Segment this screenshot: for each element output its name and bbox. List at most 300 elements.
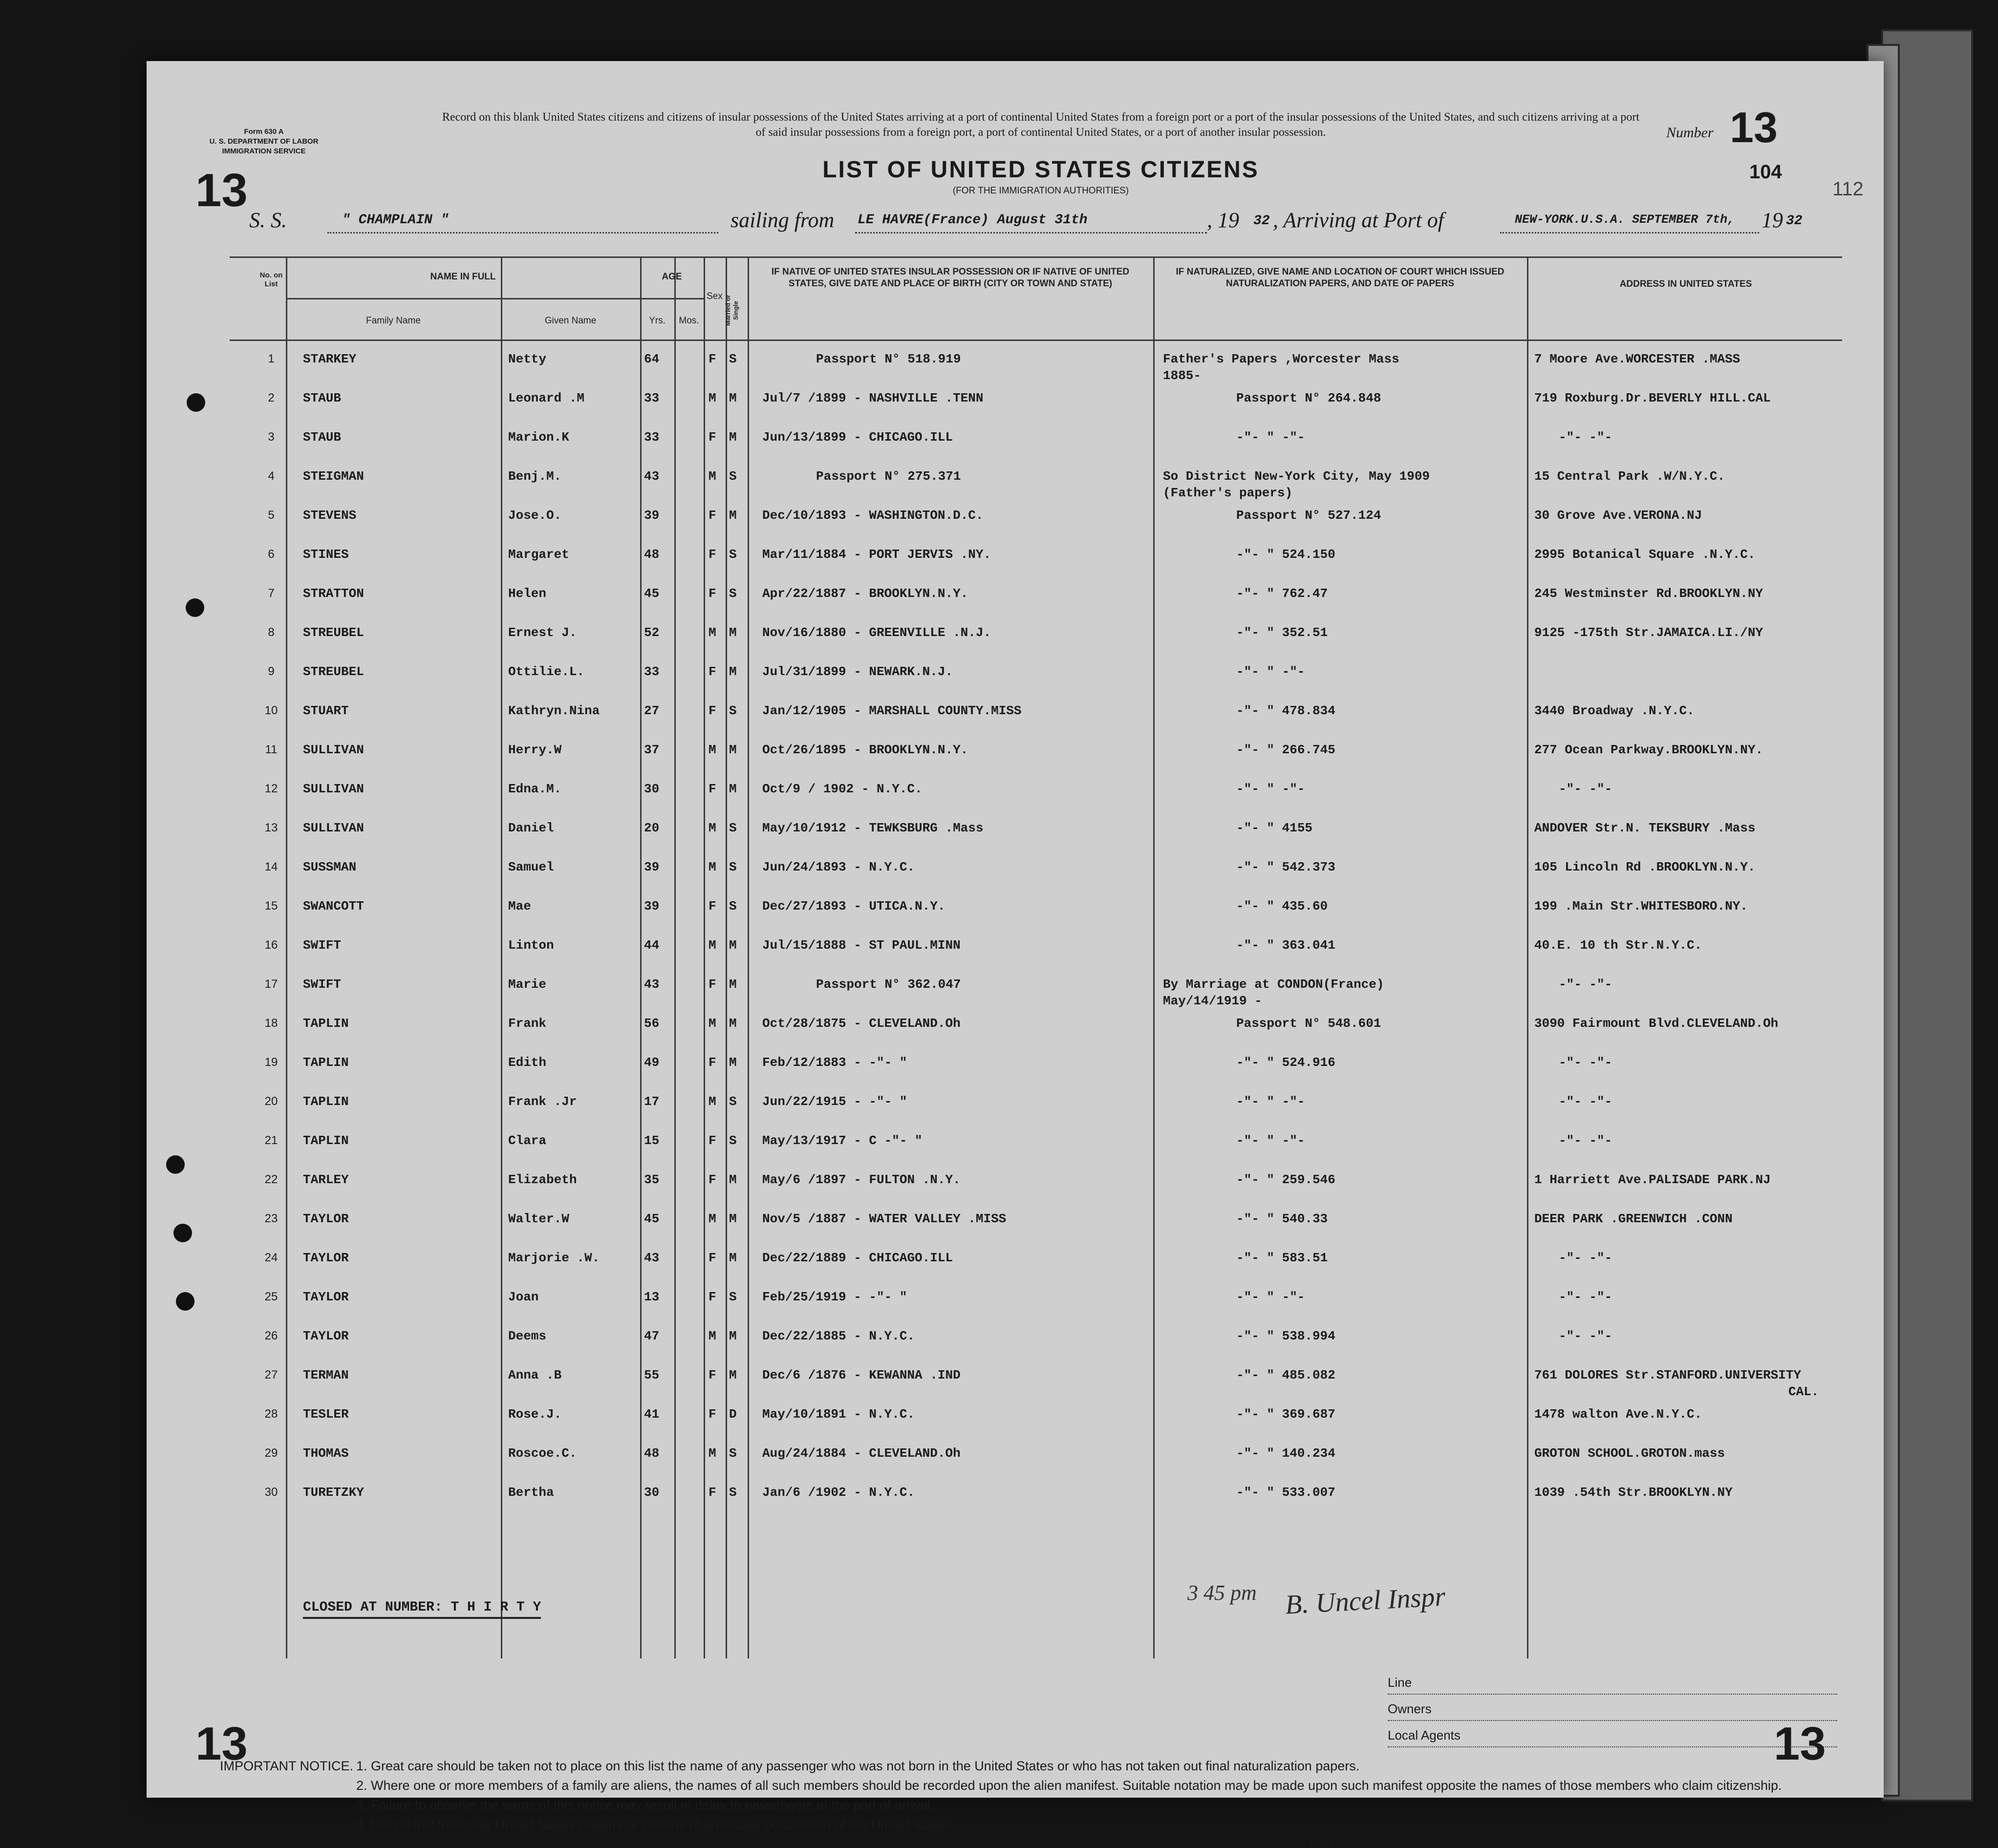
cell-birth: Passport N° 518.919 <box>816 352 961 366</box>
cell-sex: F <box>709 508 716 523</box>
cell-given: Helen <box>508 586 547 601</box>
cell-no: 3 <box>268 430 275 444</box>
service: IMMIGRATION SERVICE <box>222 147 306 155</box>
cell-no: 19 <box>264 1056 278 1069</box>
cell-sex: M <box>709 743 716 757</box>
punch-hole <box>166 1155 185 1174</box>
arrival-port-date: NEW-YORK.U.S.A. SEPTEMBER 7th, <box>1515 212 1735 227</box>
closing-statement: CLOSED AT NUMBER: T H I R T Y <box>303 1600 541 1619</box>
number-caption: Number <box>1666 125 1714 141</box>
cell-no: 27 <box>264 1368 278 1381</box>
cell-age: 33 <box>644 664 660 679</box>
cell-birth: Mar/11/1884 - PORT JERVIS .NY. <box>762 547 991 562</box>
cell-given: Linton <box>508 938 554 953</box>
cell-family: STARKEY <box>303 352 357 366</box>
cell-given: Deems <box>508 1329 547 1343</box>
table-row <box>230 1290 1842 1329</box>
cell-ms: S <box>729 860 737 874</box>
cell-sex: F <box>709 352 716 366</box>
table-row <box>230 469 1842 508</box>
cell-sex: F <box>709 1055 716 1070</box>
cell-sex: F <box>709 547 716 562</box>
header-naturalized: IF NATURALIZED, GIVE NAME AND LOCATION OF COURT WHICH ISSUED NATURALIZATION PAPERS, AND DATE OF PAPERS <box>1176 267 1504 289</box>
cell-sex: M <box>709 1094 716 1109</box>
cell-ms: S <box>729 352 737 366</box>
cell-ms: S <box>729 703 737 718</box>
cell-ms: M <box>729 1016 737 1031</box>
table-row <box>230 977 1842 1016</box>
cell-given: Bertha <box>508 1485 554 1500</box>
cell-nat: -"- " 363.041 <box>1236 938 1335 953</box>
cell-family: TERMAN <box>303 1368 349 1382</box>
cell-birth: Nov/5 /1887 - WATER VALLEY .MISS <box>762 1211 1007 1226</box>
table-rows <box>230 347 1842 1597</box>
table-row <box>230 1094 1842 1133</box>
cell-sex: M <box>709 625 716 640</box>
cell-nat: -"- " 533.007 <box>1236 1485 1335 1500</box>
cell-addr: 199 .Main Str.WHITESBORO.NY. <box>1534 899 1748 913</box>
cell-addr: -"- -"- <box>1559 977 1612 992</box>
cell-sex: F <box>709 1251 716 1265</box>
arrival-field <box>1500 212 1759 234</box>
cell-given: Kathryn.Nina <box>508 703 600 718</box>
cell-family: STAUB <box>303 430 342 445</box>
cell-family: STINES <box>303 547 349 562</box>
notice-item-4: 4. List on this form only United States citizens or citizens of an insular possession of the United States. <box>356 1817 954 1832</box>
cell-family: SWIFT <box>303 977 342 992</box>
cell-sex: M <box>709 1016 716 1031</box>
header-bottom-rule <box>230 340 1842 341</box>
cell-ms: S <box>729 821 737 835</box>
cell-given: Joan <box>508 1290 539 1304</box>
cell-ms: M <box>729 508 737 523</box>
cell-birth: Aug/24/1884 - CLEVELAND.Oh <box>762 1446 961 1461</box>
cell-nat: -"- " 266.745 <box>1236 743 1335 757</box>
table-row <box>230 430 1842 469</box>
punch-hole <box>187 393 205 412</box>
arrival-year-prefix: 19 <box>1762 208 1783 232</box>
cell-no: 29 <box>264 1446 278 1460</box>
cell-birth: Jun/24/1893 - N.Y.C. <box>762 860 915 874</box>
cell-sex: M <box>709 938 716 953</box>
cell-age: 30 <box>644 1485 660 1500</box>
cell-birth: Oct/9 / 1902 - N.Y.C. <box>762 782 923 796</box>
cell-given: Samuel <box>508 860 554 874</box>
cell-sex: F <box>709 1133 716 1148</box>
cell-birth: Feb/25/1919 - -"- " <box>762 1290 907 1304</box>
cell-ms: S <box>729 586 737 601</box>
cell-nat: Passport N° 527.124 <box>1236 508 1381 523</box>
line-label: Line <box>1388 1675 1412 1690</box>
line-field <box>1388 1668 1837 1695</box>
cell-addr: 3090 Fairmount Blvd.CLEVELAND.Oh <box>1534 1016 1779 1031</box>
cell-age: 30 <box>644 782 660 796</box>
list-title: LIST OF UNITED STATES CITIZENS <box>822 157 1259 183</box>
cell-no: 6 <box>268 548 275 561</box>
cell-nat: -"- " -"- <box>1236 430 1305 445</box>
cell-family: STREUBEL <box>303 625 364 640</box>
cell-addr: 15 Central Park .W/N.Y.C. <box>1534 469 1725 484</box>
header-no: No. on List <box>259 271 283 288</box>
cell-no: 24 <box>264 1251 278 1264</box>
table-row <box>230 1055 1842 1094</box>
cell-addr: 9125 -175th Str.JAMAICA.LI./NY <box>1534 625 1763 640</box>
department: U. S. DEPARTMENT OF LABOR <box>209 137 319 146</box>
cell-birth: Dec/10/1893 - WASHINGTON.D.C. <box>762 508 984 523</box>
number-value: 13 <box>1730 103 1778 151</box>
table-row <box>230 352 1842 391</box>
cell-nat: -"- " 259.546 <box>1236 1172 1335 1187</box>
cell-addr: 1478 walton Ave.N.Y.C. <box>1534 1407 1702 1422</box>
local-agents-label: Local Agents <box>1388 1728 1461 1742</box>
cell-family: STRATTON <box>303 586 364 601</box>
cell-birth: Nov/16/1880 - GREENVILLE .N.J. <box>762 625 991 640</box>
cell-nat: -"- " 538.994 <box>1236 1329 1335 1343</box>
cell-age: 33 <box>644 391 660 405</box>
table-row <box>230 1446 1842 1485</box>
cell-nat: Father's Papers ,Worcester Mass <box>1163 352 1399 366</box>
cell-family: SWIFT <box>303 938 342 953</box>
cell-addr: -"- -"- <box>1559 1055 1612 1070</box>
cell-birth: Jul/15/1888 - ST PAUL.MINN <box>762 938 961 953</box>
cell-birth: Oct/26/1895 - BROOKLYN.N.Y. <box>762 743 968 757</box>
cell-sex: F <box>709 1172 716 1187</box>
cell-family: SUSSMAN <box>303 860 357 874</box>
departure-year: 32 <box>1253 213 1270 229</box>
cell-family: SULLIVAN <box>303 743 364 757</box>
cell-family: TAYLOR <box>303 1211 349 1226</box>
side-number: 112 <box>1832 178 1864 200</box>
cell-family: SULLIVAN <box>303 782 364 796</box>
cell-given: Rose.J. <box>508 1407 562 1422</box>
table-row <box>230 1485 1842 1524</box>
cell-sex: M <box>709 860 716 874</box>
cell-sex: M <box>709 1329 716 1343</box>
cell-given: Marion.K <box>508 430 569 445</box>
cell-age: 52 <box>644 625 660 640</box>
cell-family: TARLEY <box>303 1172 349 1187</box>
cell-addr: 1 Harriett Ave.PALISADE PARK.NJ <box>1534 1172 1771 1187</box>
cell-addr: 2995 Botanical Square .N.Y.C. <box>1534 547 1756 562</box>
cell-nat: -"- " -"- <box>1236 782 1305 796</box>
cell-ms: S <box>729 899 737 913</box>
header-name-in-full: NAME IN FULL <box>430 272 496 282</box>
cell-sex: M <box>709 391 716 405</box>
cell-ms: M <box>729 977 737 992</box>
cell-age: 48 <box>644 1446 660 1461</box>
cell-given: Herry.W <box>508 743 562 757</box>
cell-addr: -"- -"- <box>1559 430 1612 445</box>
cell-family: TAYLOR <box>303 1329 349 1343</box>
cell-sex: F <box>709 1485 716 1500</box>
cell-ms: M <box>729 1172 737 1187</box>
table-row <box>230 625 1842 664</box>
cell-birth: Apr/22/1887 - BROOKLYN.N.Y. <box>762 586 968 601</box>
cell-no: 22 <box>264 1173 278 1186</box>
cell-age: 43 <box>644 977 660 992</box>
cell-birth: May/13/1917 - C -"- " <box>762 1133 923 1148</box>
cell-nat: -"- " 762.47 <box>1236 586 1328 601</box>
cell-age: 45 <box>644 586 660 601</box>
inspector-signature: B. Uncel Inspr <box>1284 1581 1446 1620</box>
cell-no: 1 <box>268 352 275 365</box>
cell-family: TAPLIN <box>303 1055 349 1070</box>
cell-sex: F <box>709 977 716 992</box>
cell-nat-line2: May/14/1919 - <box>1163 994 1262 1008</box>
cell-ms: S <box>729 1485 737 1500</box>
cell-no: 9 <box>268 665 275 678</box>
cell-nat: -"- " 524.916 <box>1236 1055 1335 1070</box>
agent-fields <box>1388 1668 1837 1747</box>
cell-birth: May/6 /1897 - FULTON .N.Y. <box>762 1172 961 1187</box>
cell-sex: F <box>709 1407 716 1422</box>
cell-addr: 761 DOLORES Str.STANFORD.UNIVERSITY <box>1534 1368 1802 1382</box>
cell-sex: M <box>709 469 716 484</box>
table-row <box>230 782 1842 821</box>
cell-nat: -"- " 140.234 <box>1236 1446 1335 1461</box>
cell-nat-line2: 1885- <box>1163 368 1202 383</box>
cell-age: 33 <box>644 430 660 445</box>
cell-given: Ernest J. <box>508 625 577 640</box>
table-row <box>230 664 1842 703</box>
table-row <box>230 508 1842 547</box>
arriving-label: , Arriving at Port of <box>1273 208 1444 232</box>
cell-given: Mae <box>508 899 531 913</box>
cell-no: 23 <box>264 1212 278 1225</box>
owners-field <box>1388 1695 1837 1721</box>
table-row <box>230 391 1842 430</box>
header-given-name: Given Name <box>544 316 597 326</box>
cell-nat-line2: (Father's papers) <box>1163 486 1293 500</box>
cell-no: 5 <box>268 509 275 522</box>
table-row <box>230 938 1842 977</box>
cell-family: TAPLIN <box>303 1133 349 1148</box>
important-notice <box>220 1756 1808 1834</box>
cell-age: 44 <box>644 938 660 953</box>
cell-family: TESLER <box>303 1407 349 1422</box>
cell-addr: 30 Grove Ave.VERONA.NJ <box>1534 508 1702 523</box>
table-row <box>230 743 1842 782</box>
table-row <box>230 547 1842 586</box>
cell-ms: M <box>729 1055 737 1070</box>
cell-no: 10 <box>264 704 278 717</box>
cell-age: 47 <box>644 1329 660 1343</box>
cell-birth: Jul/31/1899 - NEWARK.N.J. <box>762 664 953 679</box>
cell-given: Netty <box>508 352 547 366</box>
header-mos: Mos. <box>679 316 699 326</box>
cell-age: 39 <box>644 508 660 523</box>
cell-sex: F <box>709 899 716 913</box>
cell-given: Clara <box>508 1133 547 1148</box>
cell-addr: -"- -"- <box>1559 1329 1612 1343</box>
cell-no: 4 <box>268 469 275 483</box>
cell-birth: Dec/27/1893 - UTICA.N.Y. <box>762 899 945 913</box>
cell-addr: -"- -"- <box>1559 1133 1612 1148</box>
cell-age: 55 <box>644 1368 660 1382</box>
cell-nat: -"- " 485.082 <box>1236 1368 1335 1382</box>
cell-birth: May/10/1912 - TEWKSBURG .Mass <box>762 821 984 835</box>
ship-line <box>249 208 1813 237</box>
cell-ms: M <box>729 625 737 640</box>
table-row <box>230 586 1842 625</box>
table-row <box>230 1368 1842 1407</box>
punch-hole <box>186 598 204 617</box>
header-family-name: Family Name <box>366 316 421 326</box>
cell-age: 37 <box>644 743 660 757</box>
age-sub-rule <box>640 298 704 299</box>
cell-given: Jose.O. <box>508 508 562 523</box>
cell-age: 39 <box>644 860 660 874</box>
instructions: Record on this blank United States citizens and citizens of insular possessions of the United States arriving at a port of continental United States from a foreign port or a port of the insular possessions of the United States, and such citizens arriving at a port of said insular possessions from a foreign port, a port of continental United States, or a port of another insular possession. <box>442 111 1640 139</box>
cell-addr: 105 Lincoln Rd .BROOKLYN.N.Y. <box>1534 860 1756 874</box>
punch-hole <box>173 1224 192 1242</box>
manifest-sheet <box>147 61 1884 1848</box>
cell-family: TURETZKY <box>303 1485 364 1500</box>
cell-age: 15 <box>644 1133 660 1148</box>
departure-port-date: LE HAVRE(France) August 31th <box>858 212 1088 228</box>
cell-addr: 7 Moore Ave.WORCESTER .MASS <box>1534 352 1740 366</box>
cell-sex: M <box>709 821 716 835</box>
cell-ms: S <box>729 547 737 562</box>
cell-birth: Dec/6 /1876 - KEWANNA .IND <box>762 1368 961 1382</box>
cell-addr: DEER PARK .GREENWICH .CONN <box>1534 1211 1733 1226</box>
cell-age: 45 <box>644 1211 660 1226</box>
cell-age: 27 <box>644 703 660 718</box>
cell-birth: Dec/22/1889 - CHICAGO.ILL <box>762 1251 953 1265</box>
cell-birth: Passport N° 275.371 <box>816 469 961 484</box>
ss-label: S. S. <box>249 208 287 232</box>
cell-given: Roscoe.C. <box>508 1446 577 1461</box>
cell-no: 25 <box>264 1290 278 1303</box>
cell-age: 35 <box>644 1172 660 1187</box>
cell-addr: 40.E. 10 th Str.N.Y.C. <box>1534 938 1702 953</box>
ship-name-field <box>327 212 718 234</box>
cell-nat: -"- " 435.60 <box>1236 899 1328 913</box>
cell-family: STUART <box>303 703 349 718</box>
cell-nat: Passport N° 548.601 <box>1236 1016 1381 1031</box>
cell-addr: -"- -"- <box>1559 1251 1612 1265</box>
cell-family: THOMAS <box>303 1446 349 1461</box>
page-number-bottom-left: 13 <box>195 1718 248 1770</box>
cell-nat: So District New-York City, May 1909 <box>1163 469 1430 484</box>
cell-addr: -"- -"- <box>1559 1290 1612 1304</box>
cell-age: 43 <box>644 1251 660 1265</box>
departure-field <box>855 212 1207 234</box>
cell-given: Frank <box>508 1016 547 1031</box>
cell-ms: M <box>729 938 737 953</box>
table-row <box>230 899 1842 938</box>
cell-family: SULLIVAN <box>303 821 364 835</box>
cell-age: 17 <box>644 1094 660 1109</box>
cell-ms: M <box>729 1251 737 1265</box>
cell-age: 48 <box>644 547 660 562</box>
list-subtitle: (FOR THE IMMIGRATION AUTHORITIES) <box>952 186 1129 196</box>
cell-nat: By Marriage at CONDON(France) <box>1163 977 1384 992</box>
cell-given: Ottilie.L. <box>508 664 585 679</box>
cell-addr: 719 Roxburg.Dr.BEVERLY HILL.CAL <box>1534 391 1771 405</box>
notice-title: IMPORTANT NOTICE. <box>220 1759 354 1773</box>
cell-family: SWANCOTT <box>303 899 364 913</box>
cell-family: STREUBEL <box>303 664 364 679</box>
cell-birth: Jul/7 /1899 - NASHVILLE .TENN <box>762 391 984 405</box>
cell-age: 20 <box>644 821 660 835</box>
cell-ms: S <box>729 1094 737 1109</box>
notice-item-2: 2. Where one or more members of a family are aliens, the names of all such members should be recorded upon the alien manifest. Suitable notation may be made upon such manifest opposite the names of those members who claim citizenship. <box>356 1778 1782 1793</box>
cell-age: 39 <box>644 899 660 913</box>
cell-age: 56 <box>644 1016 660 1031</box>
punch-hole <box>176 1292 194 1311</box>
cell-nat: -"- " 524.150 <box>1236 547 1335 562</box>
cell-ms: D <box>729 1407 737 1422</box>
cell-nat: -"- " -"- <box>1236 1094 1305 1109</box>
notice-item-1: 1. Great care should be taken not to place on this list the name of any passenger who was not born in the United States or who has not taken out final naturalization papers. <box>356 1759 1360 1773</box>
page-number-bottom-right: 13 <box>1774 1718 1826 1770</box>
cell-addr: GROTON SCHOOL.GROTON.mass <box>1534 1446 1725 1461</box>
cell-no: 21 <box>264 1134 278 1147</box>
cell-nat: -"- " 542.373 <box>1236 860 1335 874</box>
cell-family: TAYLOR <box>303 1251 349 1265</box>
year-prefix: , 19 <box>1207 208 1239 232</box>
cell-sex: F <box>709 664 716 679</box>
cell-nat: -"- " -"- <box>1236 1133 1305 1148</box>
cell-birth: Oct/28/1875 - CLEVELAND.Oh <box>762 1016 961 1031</box>
cell-family: STAUB <box>303 391 342 405</box>
stamp-number: 104 <box>1749 161 1782 183</box>
header-sex: Sex <box>707 291 723 301</box>
cell-age: 64 <box>644 352 660 366</box>
passenger-table <box>230 256 1842 1658</box>
cell-sex: F <box>709 1290 716 1304</box>
form-identification <box>200 127 327 156</box>
cell-no: 11 <box>265 743 278 756</box>
cell-given: Daniel <box>508 821 554 835</box>
cell-no: 13 <box>264 821 278 834</box>
cell-sex: F <box>709 703 716 718</box>
cell-sex: F <box>709 1368 716 1382</box>
cell-sex: M <box>709 1446 716 1461</box>
table-row <box>230 1407 1842 1446</box>
header-address: ADDRESS IN UNITED STATES <box>1619 279 1752 289</box>
page-number-top-left: 13 <box>195 164 248 216</box>
cell-sex: M <box>709 1211 716 1226</box>
table-row <box>230 1251 1842 1290</box>
cell-addr: ANDOVER Str.N. TEKSBURY .Mass <box>1534 821 1756 835</box>
cell-given: Edna.M. <box>508 782 562 796</box>
cell-age: 49 <box>644 1055 660 1070</box>
form-number: Form 630 A <box>244 127 284 136</box>
cell-addr-line2: CAL. <box>1788 1384 1819 1399</box>
cell-no: 12 <box>264 782 278 795</box>
cell-given: Benj.M. <box>508 469 562 484</box>
cell-nat: Passport N° 264.848 <box>1236 391 1381 405</box>
cell-given: Frank .Jr <box>508 1094 577 1109</box>
cell-given: Edith <box>508 1055 547 1070</box>
cell-age: 13 <box>644 1290 660 1304</box>
cell-given: Marjorie .W. <box>508 1251 600 1265</box>
cell-no: 16 <box>264 938 278 952</box>
cell-given: Leonard .M <box>508 391 585 405</box>
cell-given: Margaret <box>508 547 569 562</box>
cell-no: 30 <box>264 1486 278 1499</box>
cell-birth: Jan/12/1905 - MARSHALL COUNTY.MISS <box>762 703 1022 718</box>
ship-name: " CHAMPLAIN " <box>342 212 449 228</box>
cell-ms: M <box>729 664 737 679</box>
cell-nat: -"- " 540.33 <box>1236 1211 1328 1226</box>
cell-family: TAPLIN <box>303 1016 349 1031</box>
cell-given: Marie <box>508 977 547 992</box>
table-top-rule <box>230 256 1842 258</box>
cell-given: Elizabeth <box>508 1172 577 1187</box>
